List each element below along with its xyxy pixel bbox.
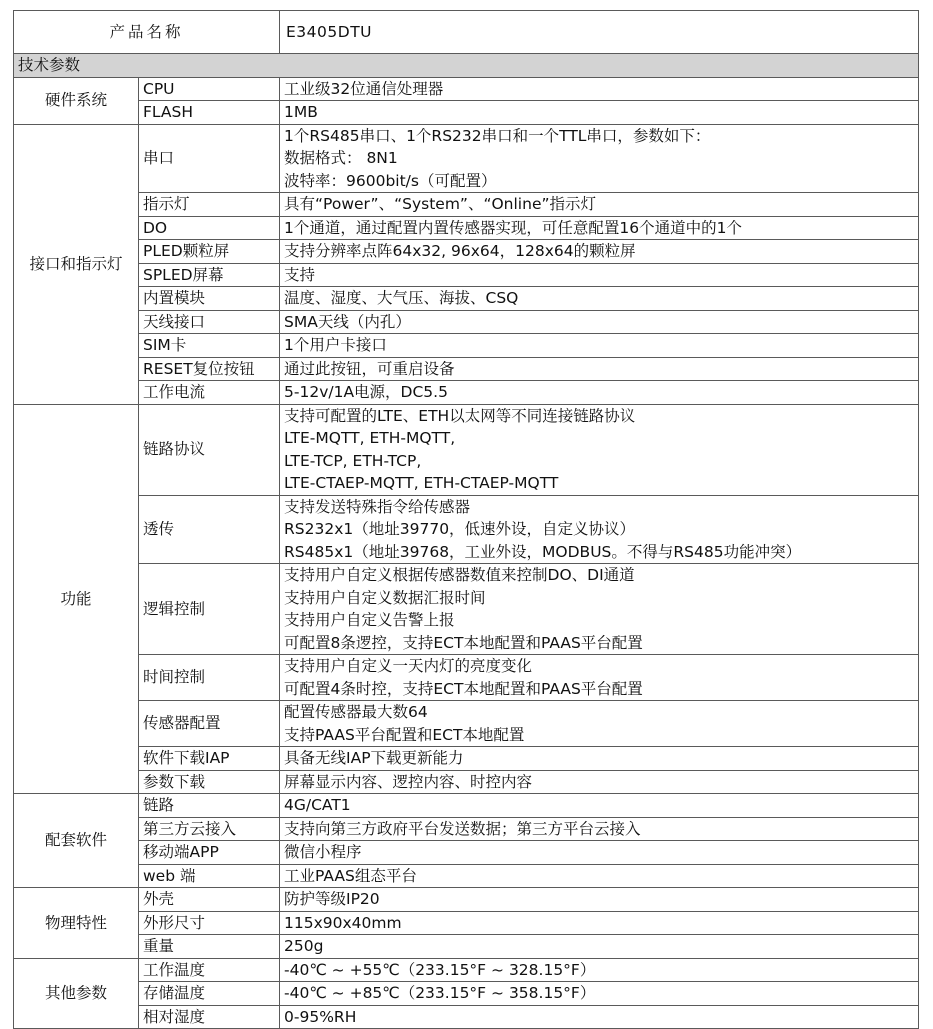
category-cell: 配套软件 (14, 794, 139, 888)
param-name: 串口 (139, 124, 280, 193)
param-value (280, 263, 919, 287)
param-value (280, 982, 919, 1006)
spec-table (13, 10, 919, 1029)
param-value (280, 888, 919, 912)
param-name: 指示灯 (139, 193, 280, 217)
param-name: 链路协议 (139, 404, 280, 495)
value-line: 通过此按钮，可重启设备 (284, 359, 455, 378)
param-value (280, 958, 919, 982)
param-name: 存储温度 (139, 982, 280, 1006)
param-name: 工作电流 (139, 381, 280, 405)
value-line: 5-12v/1A电源，DC5.5 (284, 383, 448, 401)
value-line: RS232x1（地址39770，低速外设，自定义协议） (284, 520, 636, 538)
param-value (280, 240, 919, 264)
param-value (280, 124, 919, 193)
param-name: 逻辑控制 (139, 564, 280, 655)
value-line: 可配置4条时控，支持ECT本地配置和PAAS平台配置 (284, 679, 643, 698)
param-name: 外形尺寸 (139, 911, 280, 935)
value-line: 支持用户自定义一天内灯的亮度变化 (284, 657, 533, 675)
param-name: 天线接口 (139, 310, 280, 334)
value-line: 可配置8条逻控，支持ECT本地配置和PAAS平台配置 (284, 633, 643, 652)
param-name: RESET复位按钮 (139, 357, 280, 381)
spec-row (14, 404, 919, 495)
param-name: 链路 (139, 794, 280, 818)
value-line: 0-95%RH (284, 1007, 357, 1026)
value-line: LTE-MQTT, ETH-MQTT, (284, 429, 456, 447)
value-line: 温度、湿度、大气压、海拔、CSQ (284, 289, 519, 307)
param-name: 内置模块 (139, 287, 280, 311)
value-line: 115x90x40mm (284, 913, 402, 932)
value-line: 支持分辨率点阵64x32, 96x64，128x64的颗粒屏 (284, 242, 636, 260)
param-value (280, 381, 919, 405)
value-line: 1个RS485串口、1个RS232串口和一个TTL串口，参数如下： (284, 126, 711, 145)
value-line: 工业级32位通信处理器 (284, 79, 444, 98)
param-value (280, 334, 919, 358)
value-line: 支持用户自定义数据汇报时间 (284, 588, 486, 607)
value-line: 支持 (284, 265, 316, 284)
spec-row (14, 935, 919, 959)
param-name: 软件下载IAP (139, 747, 280, 771)
param-name: 透传 (139, 495, 280, 564)
spec-row (14, 911, 919, 935)
value-line: 具有“Power”、“System”、“Online”指示灯 (284, 195, 597, 213)
param-value (280, 794, 919, 818)
value-line: 支持向第三方政府平台发送数据；第三方平台云接入 (284, 819, 641, 838)
value-line: 支持用户自定义告警上报 (284, 611, 455, 629)
spec-row (14, 216, 919, 240)
spec-row (14, 841, 919, 865)
value-line: 4G/CAT1 (284, 796, 351, 814)
spec-row (14, 193, 919, 217)
param-value (280, 817, 919, 841)
category-cell: 物理特性 (14, 888, 139, 959)
spec-row (14, 655, 919, 701)
value-line: 配置传感器最大数64 (284, 703, 428, 721)
param-name: 重量 (139, 935, 280, 959)
spec-row (14, 770, 919, 794)
param-name: 相对湿度 (139, 1005, 280, 1029)
value-line: LTE-TCP, ETH-TCP, (284, 451, 422, 470)
param-value (280, 495, 919, 564)
product-name-label: 产品名称 (14, 11, 280, 54)
spec-row (14, 310, 919, 334)
param-name: 时间控制 (139, 655, 280, 701)
value-line: 波特率：9600bit/s（可配置） (284, 171, 497, 190)
param-value (280, 77, 919, 101)
param-value (280, 287, 919, 311)
spec-row (14, 817, 919, 841)
value-line: 支持PAAS平台配置和ECT本地配置 (284, 725, 525, 744)
value-line: 数据格式： 8N1 (284, 149, 398, 167)
value-line: 支持发送特殊指令给传感器 (284, 497, 471, 516)
value-line: -40℃ ~ +85℃（233.15°F ~ 358.15°F） (284, 984, 596, 1002)
section-title: 技术参数 (14, 54, 919, 78)
spec-row (14, 287, 919, 311)
param-value (280, 101, 919, 125)
value-line: 1MB (284, 103, 318, 121)
spec-row (14, 701, 919, 747)
spec-row (14, 888, 919, 912)
param-name: FLASH (139, 101, 280, 125)
param-value (280, 935, 919, 959)
category-cell: 功能 (14, 404, 139, 794)
param-value (280, 655, 919, 701)
param-value (280, 747, 919, 771)
param-name: 工作温度 (139, 958, 280, 982)
param-name: DO (139, 216, 280, 240)
spec-row (14, 958, 919, 982)
param-name: web 端 (139, 864, 280, 888)
param-name: 移动端APP (139, 841, 280, 865)
spec-row (14, 101, 919, 125)
value-line: 支持用户自定义根据传感器数值来控制DO、DI通道 (284, 566, 635, 584)
category-cell: 硬件系统 (14, 77, 139, 124)
spec-row (14, 357, 919, 381)
param-name: CPU (139, 77, 280, 101)
spec-row (14, 794, 919, 818)
param-name: 参数下载 (139, 770, 280, 794)
param-name: PLED颗粒屏 (139, 240, 280, 264)
value-line: RS485x1（地址39768，工业外设，MODBUS。不得与RS485功能冲突） (284, 542, 802, 561)
param-value (280, 770, 919, 794)
param-name: 外壳 (139, 888, 280, 912)
title-row (14, 11, 919, 54)
spec-row (14, 240, 919, 264)
spec-row (14, 124, 919, 193)
param-value (280, 357, 919, 381)
param-value (280, 701, 919, 747)
param-value (280, 864, 919, 888)
value-line: SMA天线（内孔） (284, 312, 411, 331)
spec-row (14, 982, 919, 1006)
param-value (280, 1005, 919, 1029)
param-value (280, 564, 919, 655)
section-header-row (14, 54, 919, 78)
param-value (280, 911, 919, 935)
value-line: 250g (284, 937, 324, 955)
value-line: 工业PAAS组态平台 (284, 866, 417, 885)
value-line: 屏幕显示内容、逻控内容、时控内容 (284, 772, 533, 791)
category-cell: 其他参数 (14, 958, 139, 1029)
spec-row (14, 564, 919, 655)
value-line: 支持可配置的LTE、ETH以太网等不同连接链路协议 (284, 406, 636, 425)
spec-row (14, 1005, 919, 1029)
value-line: 1个通道，通过配置内置传感器实现，可任意配置16个通道中的1个 (284, 218, 742, 237)
param-name: SIM卡 (139, 334, 280, 358)
value-line: 微信小程序 (284, 843, 362, 861)
category-cell: 接口和指示灯 (14, 124, 139, 404)
spec-row (14, 864, 919, 888)
param-value (280, 216, 919, 240)
param-value (280, 841, 919, 865)
param-name: SPLED屏幕 (139, 263, 280, 287)
product-name-value: E3405DTU (280, 11, 919, 54)
value-line: 具备无线IAP下载更新能力 (284, 749, 464, 767)
spec-row (14, 263, 919, 287)
value-line: 1个用户卡接口 (284, 336, 387, 354)
value-line: -40℃ ~ +55℃（233.15°F ~ 328.15°F） (284, 960, 596, 979)
param-value (280, 310, 919, 334)
value-line: LTE-CTAEP-MQTT, ETH-CTAEP-MQTT (284, 474, 559, 492)
spec-row (14, 495, 919, 564)
param-name: 传感器配置 (139, 701, 280, 747)
value-line: 防护等级IP20 (284, 890, 380, 908)
spec-row (14, 334, 919, 358)
param-value (280, 193, 919, 217)
param-name: 第三方云接入 (139, 817, 280, 841)
spec-row (14, 747, 919, 771)
param-value (280, 404, 919, 495)
spec-row (14, 77, 919, 101)
spec-row (14, 381, 919, 405)
